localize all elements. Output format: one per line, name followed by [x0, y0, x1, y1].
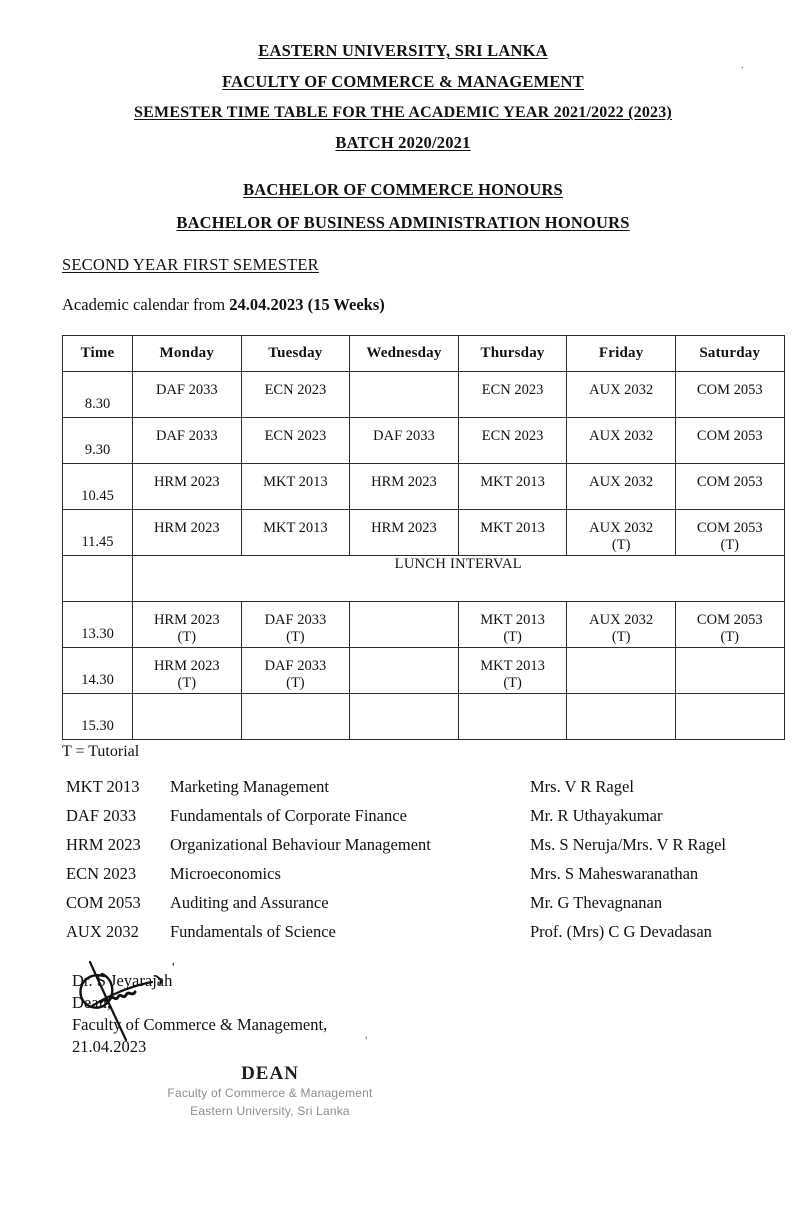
- signature-faculty: Faculty of Commerce & Management,: [72, 1014, 328, 1034]
- course-cell: [241, 418, 350, 464]
- course-note: (T): [286, 629, 305, 646]
- course-code: ECN 2023: [481, 382, 544, 399]
- course-cell: [458, 648, 567, 694]
- course-cell: [133, 418, 242, 464]
- timetable-row: [63, 602, 785, 648]
- course-code: MKT 2013: [263, 520, 328, 537]
- course-cell: [675, 602, 784, 648]
- legend-lecturer: Mrs. S Maheswaranathan: [530, 864, 699, 884]
- column-header-time: Time: [63, 336, 133, 372]
- signature-mark: [68, 954, 218, 1046]
- timetable-row: [63, 418, 785, 464]
- empty-cell: [567, 648, 676, 694]
- heading-university-text: EASTERN UNIVERSITY, SRI LANKA: [258, 41, 548, 60]
- course-note: (T): [503, 675, 522, 692]
- empty-cell: [241, 694, 350, 740]
- empty-cell: [350, 694, 459, 740]
- column-header-thursday: Thursday: [458, 336, 567, 372]
- heading-degree-bcom-text: BACHELOR OF COMMERCE HONOURS: [243, 180, 563, 200]
- column-header-saturday: Saturday: [675, 336, 784, 372]
- course-note: (T): [286, 675, 305, 692]
- dean-stamp: [60, 1063, 480, 1120]
- timetable-row: [63, 464, 785, 510]
- course-code: ECN 2023: [264, 428, 327, 445]
- lunch-time-cell: [63, 556, 133, 602]
- course-cell: [241, 602, 350, 648]
- legend-row: [0, 835, 806, 855]
- course-cell: [675, 418, 784, 464]
- course-code: AUX 2032: [589, 474, 654, 491]
- legend-course-name: Fundamentals of Corporate Finance: [170, 806, 407, 826]
- time-label: 9.30: [84, 442, 111, 459]
- time-label: 8.30: [84, 396, 111, 413]
- course-cell: [133, 648, 242, 694]
- course-cell: [350, 510, 459, 556]
- course-code: DAF 2033: [373, 428, 435, 445]
- course-code: ECN 2023: [264, 382, 327, 399]
- legend-course-code: MKT 2013: [66, 777, 140, 797]
- course-code: DAF 2033: [155, 382, 218, 399]
- course-code: MKT 2013: [480, 474, 545, 491]
- empty-cell: [350, 372, 459, 418]
- timetable-head: [63, 336, 785, 372]
- course-code: AUX 2032: [589, 520, 654, 537]
- course-cell: [458, 372, 567, 418]
- course-note: (T): [720, 537, 740, 554]
- course-cell: [241, 372, 350, 418]
- tutorial-note: T = Tutorial: [62, 743, 140, 761]
- column-header-monday: Monday: [133, 336, 242, 372]
- course-cell: [133, 602, 242, 648]
- heading-faculty: [0, 73, 806, 92]
- time-cell: [63, 694, 133, 740]
- course-code: HRM 2023: [153, 612, 220, 629]
- course-cell: [241, 510, 350, 556]
- time-cell: [63, 602, 133, 648]
- course-code: AUX 2032: [589, 612, 654, 629]
- course-code: HRM 2023: [371, 474, 437, 491]
- course-code: HRM 2023: [153, 520, 220, 537]
- stamp-title: DEAN: [241, 1063, 299, 1085]
- course-code: HRM 2023: [153, 658, 220, 675]
- empty-cell: [133, 694, 242, 740]
- time-label: 14.30: [81, 672, 114, 689]
- time-cell: [63, 464, 133, 510]
- legend-lecturer: Ms. S Neruja/Mrs. V R Ragel: [530, 835, 727, 855]
- timetable-lunch-row: [63, 556, 785, 602]
- column-header-tuesday: Tuesday: [241, 336, 350, 372]
- legend-row: [0, 922, 806, 942]
- course-code: MKT 2013: [263, 474, 328, 491]
- timetable-row: [63, 648, 785, 694]
- academic-calendar-prefix: Academic calendar from: [62, 295, 230, 315]
- empty-cell: [675, 648, 784, 694]
- course-code: COM 2053: [696, 612, 763, 629]
- course-note: (T): [720, 629, 740, 646]
- course-cell: [458, 510, 567, 556]
- timetable-header-row: [63, 336, 785, 372]
- course-code: MKT 2013: [480, 520, 545, 537]
- timetable-row: [63, 372, 785, 418]
- semester-info: [0, 255, 806, 315]
- heading-degree-bba: [0, 214, 806, 233]
- course-cell: [567, 464, 676, 510]
- empty-cell: [675, 694, 784, 740]
- legend-course-name: Auditing and Assurance: [170, 893, 329, 913]
- course-code: DAF 2033: [264, 612, 327, 629]
- course-note: (T): [503, 629, 522, 646]
- course-cell: [675, 510, 784, 556]
- heading-university: [0, 42, 806, 61]
- course-note: (T): [611, 537, 631, 554]
- heading-timetable: [0, 104, 806, 122]
- legend-row: [0, 864, 806, 884]
- legend-row: [0, 777, 806, 797]
- legend-course-name: Organizational Behaviour Management: [170, 835, 431, 855]
- empty-cell: [567, 694, 676, 740]
- course-code: DAF 2033: [155, 428, 218, 445]
- course-code: HRM 2023: [371, 520, 437, 537]
- course-cell: [350, 418, 459, 464]
- legend-row: [0, 806, 806, 826]
- course-code: COM 2053: [696, 428, 763, 445]
- course-code: AUX 2032: [589, 428, 654, 445]
- course-cell: [458, 464, 567, 510]
- signature-role: Dean,: [72, 993, 111, 1012]
- course-code: MKT 2013: [480, 658, 545, 675]
- legend-course-name: Microeconomics: [170, 864, 281, 884]
- course-code: AUX 2032: [589, 382, 654, 399]
- timetable-row: [63, 694, 785, 740]
- course-code: MKT 2013: [480, 612, 545, 629]
- legend-course-name: Marketing Management: [170, 777, 329, 797]
- column-header-wednesday: Wednesday: [350, 336, 459, 372]
- course-cell: [241, 648, 350, 694]
- legend-course-code: DAF 2033: [66, 806, 137, 826]
- heading-timetable-text: SEMESTER TIME TABLE FOR THE ACADEMIC YEAR 2021/2022 (2023): [134, 103, 672, 121]
- legend-course-code: HRM 2023: [66, 835, 141, 855]
- heading-spacer: [0, 165, 806, 181]
- time-cell: [63, 418, 133, 464]
- course-cell: [675, 372, 784, 418]
- legend-course-code: AUX 2032: [66, 922, 139, 942]
- course-cell: [567, 510, 676, 556]
- course-cell: [133, 510, 242, 556]
- time-cell: [63, 372, 133, 418]
- stamp-university: Eastern University, Sri Lanka: [190, 1103, 350, 1118]
- signature-date: 21.04.2023: [72, 1036, 147, 1056]
- signature-block: [0, 961, 806, 1057]
- stray-dot-mark: .: [741, 60, 744, 71]
- document-header: [0, 0, 806, 233]
- course-cell: [241, 464, 350, 510]
- legend-course-name: Fundamentals of Science: [170, 922, 336, 942]
- course-legend: [0, 777, 806, 942]
- column-header-friday: Friday: [567, 336, 676, 372]
- course-cell: [567, 372, 676, 418]
- course-cell: [675, 464, 784, 510]
- course-cell: [133, 372, 242, 418]
- course-cell: [350, 464, 459, 510]
- course-note: (T): [611, 629, 631, 646]
- course-code: COM 2053: [696, 520, 763, 537]
- course-code: COM 2053: [696, 382, 763, 399]
- time-cell: [63, 648, 133, 694]
- timetable-container: [62, 335, 784, 740]
- legend-course-code: ECN 2023: [66, 864, 137, 884]
- time-cell: [63, 510, 133, 556]
- svg-text:': ': [172, 961, 175, 977]
- time-label: 11.45: [81, 534, 114, 551]
- stamp-faculty: Faculty of Commerce & Management: [167, 1086, 373, 1101]
- course-cell: [567, 602, 676, 648]
- legend-lecturer: Mr. G Thevagnanan: [530, 893, 663, 913]
- stray-ink-mark: ': [365, 1033, 368, 1048]
- time-label: 15.30: [81, 718, 114, 735]
- course-cell: [458, 602, 567, 648]
- heading-faculty-text: FACULTY OF COMMERCE & MANAGEMENT: [222, 71, 584, 91]
- lunch-interval-cell: LUNCH INTERVAL: [133, 556, 785, 602]
- legend-lecturer: Mrs. V R Ragel: [530, 777, 634, 797]
- course-cell: [458, 418, 567, 464]
- academic-calendar-value: 24.04.2023 (15 Weeks): [229, 295, 385, 315]
- empty-cell: [350, 648, 459, 694]
- signature-name: Dr. S Jeyarajah: [72, 971, 173, 991]
- legend-course-code: COM 2053: [66, 893, 141, 913]
- academic-calendar-line: [62, 295, 806, 315]
- legend-row: [0, 893, 806, 913]
- empty-cell: [350, 602, 459, 648]
- course-code: COM 2053: [696, 474, 763, 491]
- course-note: (T): [177, 675, 197, 692]
- empty-cell: [458, 694, 567, 740]
- course-note: (T): [177, 629, 197, 646]
- course-code: DAF 2033: [264, 658, 327, 675]
- timetable-row: [63, 510, 785, 556]
- time-label: 10.45: [81, 488, 114, 505]
- timetable-body: [63, 372, 785, 740]
- course-cell: [133, 464, 242, 510]
- heading-batch-text: BATCH 2020/2021: [335, 133, 471, 153]
- legend-lecturer: Mr. R Uthayakumar: [530, 806, 663, 826]
- heading-batch: [0, 134, 806, 153]
- course-code: ECN 2023: [481, 428, 544, 445]
- heading-degree-bcom: [0, 181, 806, 200]
- heading-degree-bba-text: BACHELOR OF BUSINESS ADMINISTRATION HONOURS: [176, 213, 630, 233]
- year-semester-label: SECOND YEAR FIRST SEMESTER: [62, 255, 319, 275]
- timetable: [62, 335, 785, 740]
- legend-lecturer: Prof. (Mrs) C G Devadasan: [530, 922, 712, 942]
- time-label: 13.30: [81, 626, 114, 643]
- course-code: HRM 2023: [153, 474, 220, 491]
- course-cell: [567, 418, 676, 464]
